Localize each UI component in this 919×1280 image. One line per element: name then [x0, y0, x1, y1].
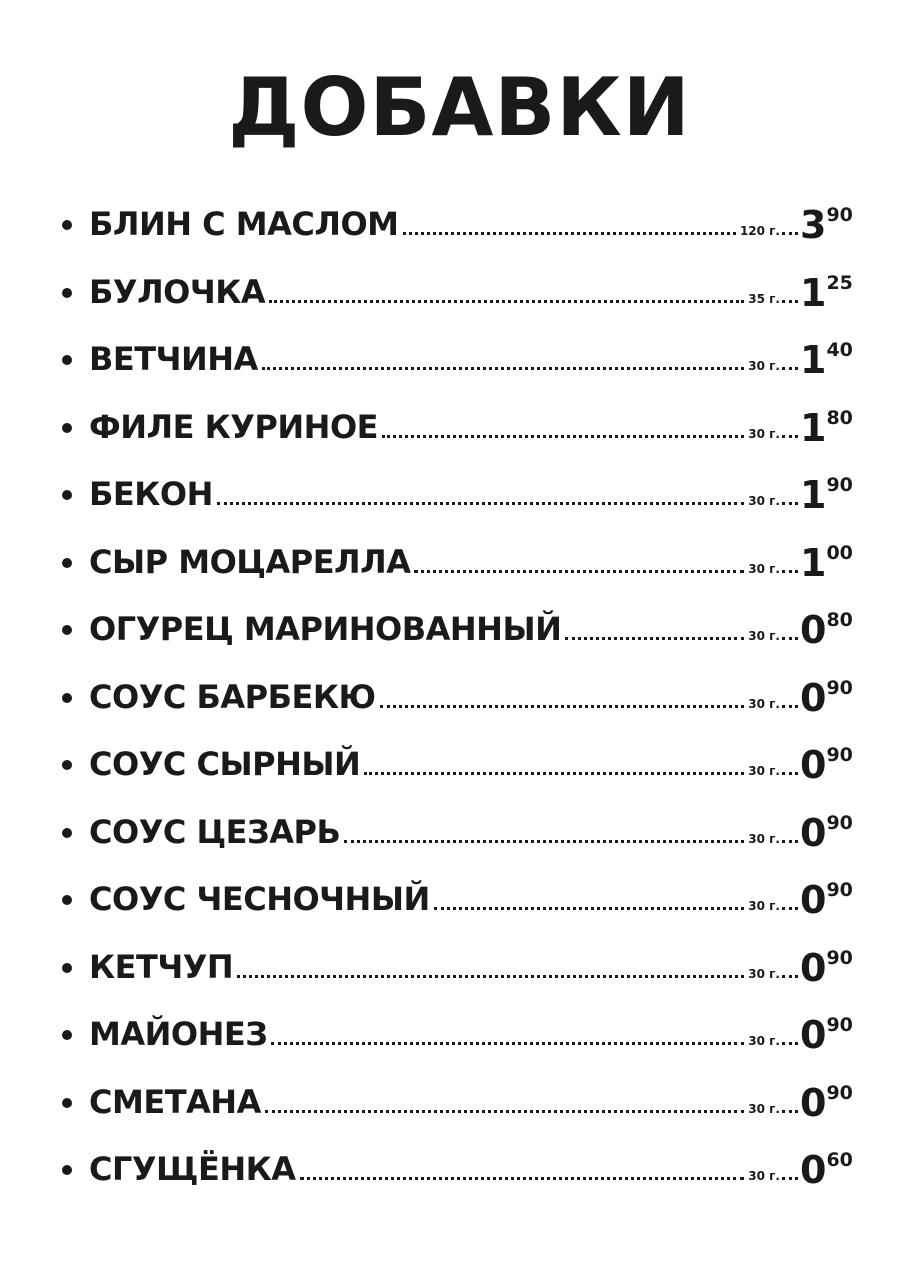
item-name: СОУС ЦЕЗАРЬ	[89, 812, 341, 851]
dot-leader	[237, 975, 744, 978]
dot-leader	[403, 232, 736, 235]
menu-item	[62, 740, 862, 787]
dot-leader-short	[782, 705, 798, 708]
item-weight: 30 г.	[748, 1034, 780, 1048]
bullet-icon	[62, 220, 72, 230]
dot-leader	[217, 502, 744, 505]
price-main: 0	[800, 608, 827, 652]
price-fraction: 90	[826, 1081, 853, 1104]
menu-item	[62, 943, 862, 990]
bullet-icon	[62, 288, 72, 298]
bullet-icon	[62, 625, 72, 635]
price-fraction: 90	[826, 946, 853, 969]
item-weight: 30 г.	[748, 696, 780, 711]
item-weight: 30 г.	[748, 1169, 780, 1183]
item-price	[800, 675, 862, 720]
dot-leader-short	[782, 570, 798, 573]
menu-list	[62, 200, 862, 1213]
dot-leader	[565, 637, 744, 640]
menu-item	[62, 470, 862, 517]
dot-leader	[434, 907, 745, 910]
bullet-icon	[62, 963, 72, 973]
dot-leader	[269, 300, 744, 303]
menu-item	[62, 605, 862, 652]
dot-leader-short	[782, 772, 798, 775]
item-weight: 30 г.	[748, 831, 780, 846]
price-main: 1	[800, 473, 827, 517]
price-fraction: 80	[826, 609, 853, 631]
price-fraction: 80	[826, 406, 853, 429]
bullet-icon	[62, 1030, 72, 1040]
price-fraction: 90	[826, 474, 853, 496]
price-fraction: 90	[826, 744, 853, 766]
item-weight: 30 г.	[748, 899, 780, 913]
dot-leader-short	[782, 232, 798, 235]
item-weight: 120 г.	[739, 224, 780, 238]
dot-leader-short	[782, 637, 798, 640]
price-main: 1	[800, 270, 827, 315]
bullet-icon	[62, 490, 72, 500]
dot-leader	[364, 772, 744, 775]
price-fraction: 25	[826, 271, 853, 294]
menu-item	[62, 1078, 862, 1125]
dot-leader-short	[782, 975, 798, 978]
item-weight: 30 г.	[748, 1101, 780, 1116]
dot-leader-short	[782, 367, 798, 370]
item-name: КЕТЧУП	[89, 947, 234, 986]
item-price	[800, 1080, 862, 1125]
item-name: ФИЛЕ КУРИНОЕ	[89, 407, 378, 446]
item-price	[800, 270, 862, 315]
price-main: 1	[800, 338, 827, 382]
item-price	[800, 743, 862, 787]
price-main: 1	[800, 540, 827, 585]
menu-item	[62, 1145, 862, 1192]
dot-leader	[380, 705, 745, 708]
price-main: 0	[800, 1080, 827, 1125]
item-name: СОУС БАРБЕКЮ	[89, 677, 376, 716]
price-fraction: 40	[826, 339, 853, 361]
price-main: 0	[800, 945, 827, 990]
bullet-icon	[62, 1165, 72, 1175]
item-weight: 35 г.	[748, 291, 780, 306]
item-name: СОУС СЫРНЫЙ	[89, 745, 361, 783]
dot-leader	[382, 435, 744, 438]
item-price	[800, 608, 862, 652]
item-name: БУЛОЧКА	[89, 272, 266, 311]
dot-leader	[414, 570, 744, 573]
item-price	[800, 405, 862, 450]
item-weight: 30 г.	[748, 426, 780, 441]
item-name: СМЕТАНА	[89, 1082, 261, 1121]
dot-leader-short	[782, 435, 798, 438]
item-name: ВЕТЧИНА	[89, 340, 258, 378]
menu-item	[62, 403, 862, 450]
item-name: ОГУРЕЦ МАРИНОВАННЫЙ	[89, 610, 562, 648]
dot-leader	[265, 1110, 744, 1113]
item-name: МАЙОНЕЗ	[89, 1015, 268, 1053]
item-price	[800, 203, 862, 247]
price-fraction: 90	[826, 1014, 853, 1036]
menu-item	[62, 875, 862, 922]
item-price	[800, 473, 862, 517]
price-main: 0	[800, 1013, 827, 1057]
price-main: 0	[800, 675, 827, 720]
item-name: СЫР МОЦАРЕЛЛА	[89, 542, 411, 581]
dot-leader-short	[782, 907, 798, 910]
item-price	[800, 540, 862, 585]
item-weight: 30 г.	[748, 764, 780, 778]
price-main: 0	[800, 878, 827, 922]
item-weight: 30 г.	[748, 629, 780, 643]
menu-item	[62, 335, 862, 382]
price-main: 3	[800, 203, 827, 247]
item-price	[800, 338, 862, 382]
menu-item	[62, 200, 862, 247]
price-main: 0	[800, 810, 827, 855]
item-price	[800, 945, 862, 990]
dot-leader-short	[782, 300, 798, 303]
price-fraction: 90	[826, 204, 853, 226]
item-weight: 30 г.	[748, 966, 780, 981]
bullet-icon	[62, 828, 72, 838]
dot-leader	[271, 1042, 744, 1045]
dot-leader-short	[782, 1110, 798, 1113]
price-fraction: 90	[826, 676, 853, 699]
dot-leader-short	[782, 502, 798, 505]
bullet-icon	[62, 423, 72, 433]
item-price	[800, 878, 862, 922]
dot-leader-short	[782, 1042, 798, 1045]
price-fraction: 90	[826, 879, 853, 901]
dot-leader	[262, 367, 745, 370]
item-name: БЛИН С МАСЛОМ	[89, 205, 399, 243]
menu-item	[62, 538, 862, 585]
item-price	[800, 1013, 862, 1057]
item-price	[800, 1148, 862, 1192]
dot-leader	[300, 1177, 745, 1180]
bullet-icon	[62, 760, 72, 770]
dot-leader-short	[782, 840, 798, 843]
bullet-icon	[62, 355, 72, 365]
price-main: 0	[800, 1148, 827, 1192]
bullet-icon	[62, 1098, 72, 1108]
menu-title: ДОБАВКИ	[228, 61, 691, 154]
price-fraction: 00	[826, 541, 853, 564]
price-main: 1	[800, 405, 827, 450]
item-name: СГУЩЁНКА	[89, 1150, 296, 1188]
item-weight: 30 г.	[748, 561, 780, 576]
menu-item	[62, 1010, 862, 1057]
item-name: СОУС ЧЕСНОЧНЫЙ	[89, 880, 430, 918]
item-price	[800, 810, 862, 855]
item-name: БЕКОН	[89, 475, 213, 513]
item-weight: 30 г.	[748, 359, 780, 373]
price-fraction: 90	[826, 811, 853, 834]
price-fraction: 60	[826, 1149, 853, 1171]
item-weight: 30 г.	[748, 494, 780, 508]
menu-item	[62, 808, 862, 855]
bullet-icon	[62, 558, 72, 568]
menu-item	[62, 673, 862, 720]
dot-leader	[344, 840, 744, 843]
price-main: 0	[800, 743, 827, 787]
bullet-icon	[62, 693, 72, 703]
dot-leader-short	[782, 1177, 798, 1180]
menu-item	[62, 268, 862, 315]
bullet-icon	[62, 895, 72, 905]
